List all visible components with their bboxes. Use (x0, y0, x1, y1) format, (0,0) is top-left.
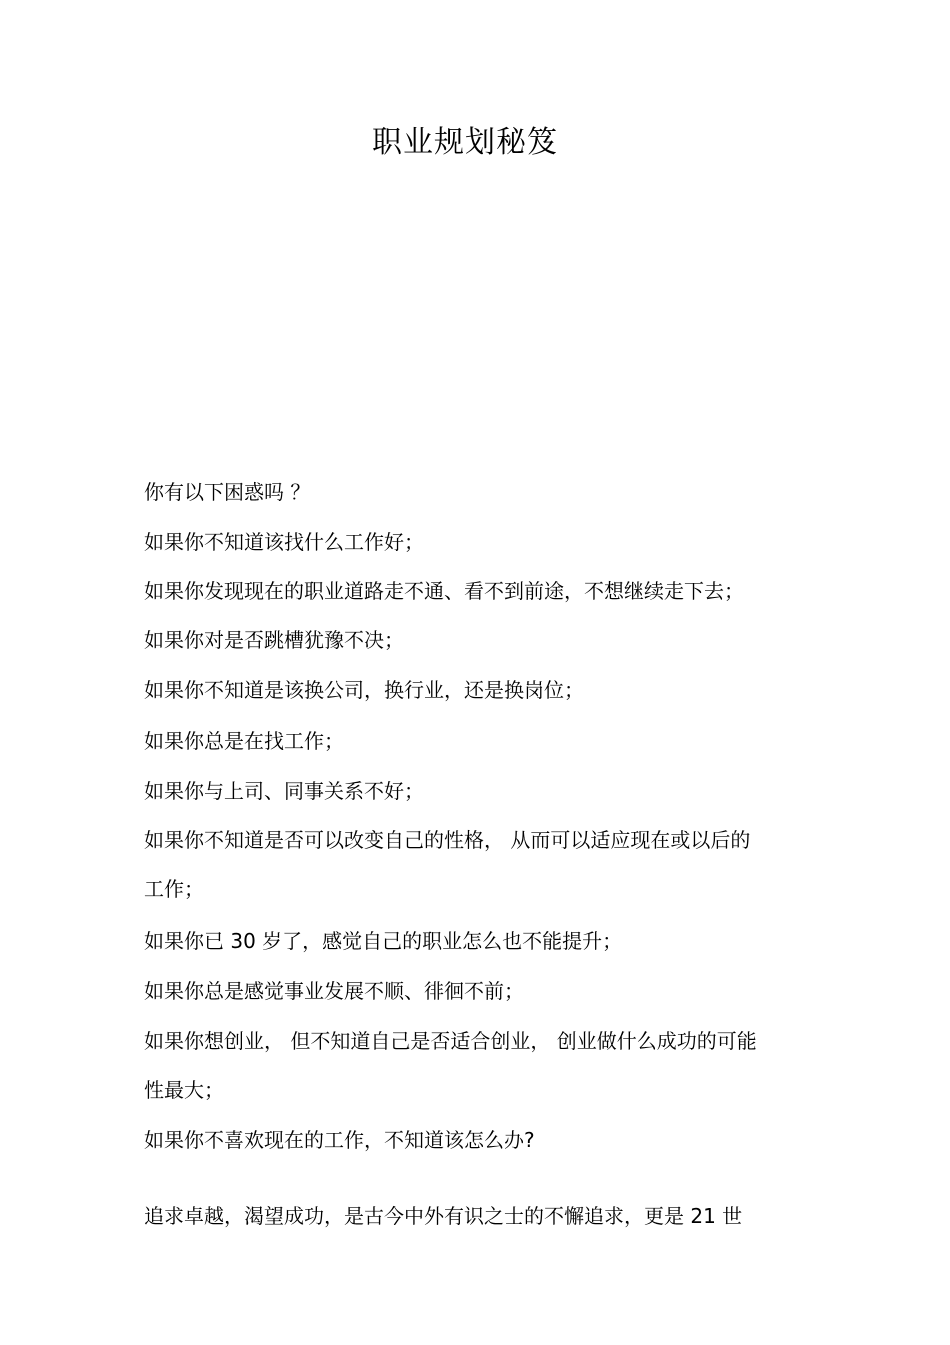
paragraph-line: 如果你不知道该找什么工作好； (144, 530, 424, 554)
paragraph-line: 追求卓越，渴望成功，是古今中外有识之士的不懈追求，更是 21 世 (144, 1204, 743, 1228)
paragraph-line: 如果你不知道是否可以改变自己的性格， 从而可以适应现在或以后的 (144, 828, 751, 852)
paragraph-line: 如果你总是在找工作； (144, 729, 344, 753)
document-title: 职业规划秘笈 (372, 125, 558, 160)
paragraph-line: 如果你想创业， 但不知道自己是否适合创业， 创业做什么成功的可能 (144, 1029, 757, 1053)
paragraph-line: 如果你对是否跳槽犹豫不决； (144, 628, 404, 652)
paragraph-line: 性最大； (144, 1078, 224, 1102)
paragraph-line: 如果你发现现在的职业道路走不通、看不到前途，不想继续走下去； (144, 579, 744, 603)
paragraph-line: 工作； (144, 877, 204, 901)
paragraph-line: 如果你总是感觉事业发展不顺、徘徊不前； (144, 979, 524, 1003)
paragraph-line: 如果你不喜欢现在的工作，不知道该怎么办? (144, 1128, 535, 1152)
paragraph-line: 如果你已 30 岁了，感觉自己的职业怎么也不能提升； (144, 929, 623, 953)
paragraph-line: 如果你与上司、同事关系不好； (144, 779, 424, 803)
paragraph-line: 你有以下困惑吗 ？ (144, 480, 311, 504)
paragraph-line: 如果你不知道是该换公司，换行业，还是换岗位； (144, 678, 584, 702)
